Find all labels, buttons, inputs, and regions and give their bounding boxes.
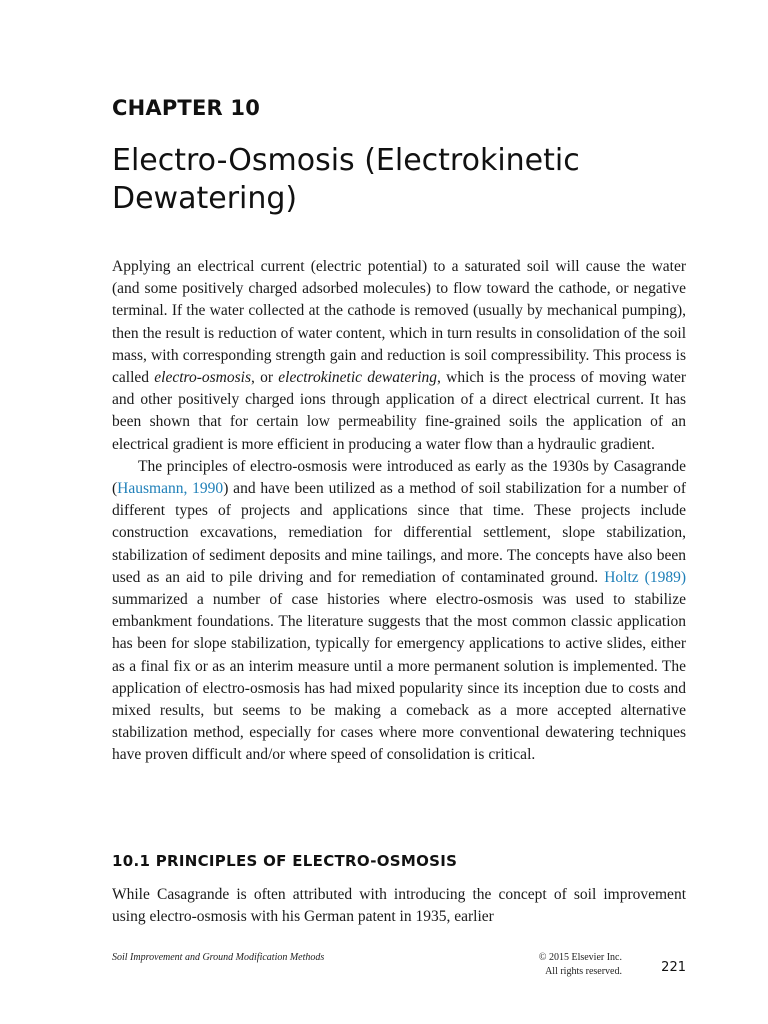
paragraph-1 bbox=[112, 256, 686, 456]
book-page bbox=[112, 0, 686, 1024]
copyright-line-1: © 2015 Elsevier Inc. bbox=[538, 952, 622, 963]
footer-copyright bbox=[492, 951, 622, 979]
footer-book-title: Soil Improvement and Ground Modification Methods bbox=[112, 952, 325, 963]
paragraph-2-text-a: The principles of electro-osmosis were introduced as early as the 1930s by Casagrande ( bbox=[112, 457, 686, 498]
citation-link-holtz[interactable]: Holtz (1989) bbox=[604, 568, 686, 586]
term-electro-osmosis: electro-osmosis bbox=[154, 369, 251, 387]
page-number: 221 bbox=[661, 960, 686, 975]
chapter-title: Electro-Osmosis (Electrokinetic Dewatering) bbox=[112, 143, 580, 216]
section-heading: 10.1 PRINCIPLES OF ELECTRO-OSMOSIS bbox=[112, 852, 458, 870]
paragraph-1-text-a: Applying an electrical current (electric potential) to a saturated soil will cause the water (and some positively charged adsorbed molecules) to flow toward the cathode, or negative terminal. If the water collected at the cathode is removed (usually by mechanical pumping), then the result is reduction of water content, which in turn results in consolidation of the soil mass, with corresponding strength gain and reduction is soil compressibility. This process is called bbox=[112, 258, 686, 387]
term-electrokinetic-dewatering: electrokinetic dewatering bbox=[278, 369, 438, 387]
chapter-label: CHAPTER 10 bbox=[112, 96, 261, 120]
paragraph-1-text-c: , which is the process of moving water and other positively charged ions through application of a direct electrical current. It has been shown that for certain low permeability fine-grained soils the application of an electrical gradient is more efficient in producing a water flow than a hydraulic gradient. bbox=[112, 369, 686, 453]
citation-link-hausmann[interactable]: Hausmann, 1990 bbox=[117, 480, 224, 498]
chapter-body bbox=[112, 256, 686, 767]
section-paragraph: While Casagrande is often attributed with introducing the concept of soil improvement using electro-osmosis with his German patent in 1935, earlier bbox=[112, 886, 686, 926]
copyright-line-2: All rights reserved. bbox=[545, 966, 622, 977]
paragraph-2 bbox=[112, 456, 686, 767]
paragraph-2-text-b: ) and have been utilized as a method of soil stabilization for a number of different types of projects and applications since that time. These projects include construction excavations, remediation for differential settlement, slope stabilization, stabilization of sediment deposits and mine tailings, and more. The concepts have also been used as an aid to pile driving and for remediation of contaminated ground. bbox=[112, 480, 687, 586]
section-body bbox=[112, 884, 686, 928]
paragraph-2-text-c: summarized a number of case histories where electro-osmosis was used to stabilize embankment foundations. The literature suggests that the most common classic application has been for slope stabilization, typically for emergency applications to active slides, either as a final fix or as an interim measure until a more permanent solution is implemented. The application of electro-osmosis has had mixed popularity since its inception due to costs and mixed results, but seems to be making a comeback as a more accepted alternative stabilization method, especially for cases where more conventional dewatering techniques have proven difficult and/or where speed of consolidation is critical. bbox=[112, 591, 686, 764]
paragraph-1-text-b: , or bbox=[250, 369, 279, 387]
